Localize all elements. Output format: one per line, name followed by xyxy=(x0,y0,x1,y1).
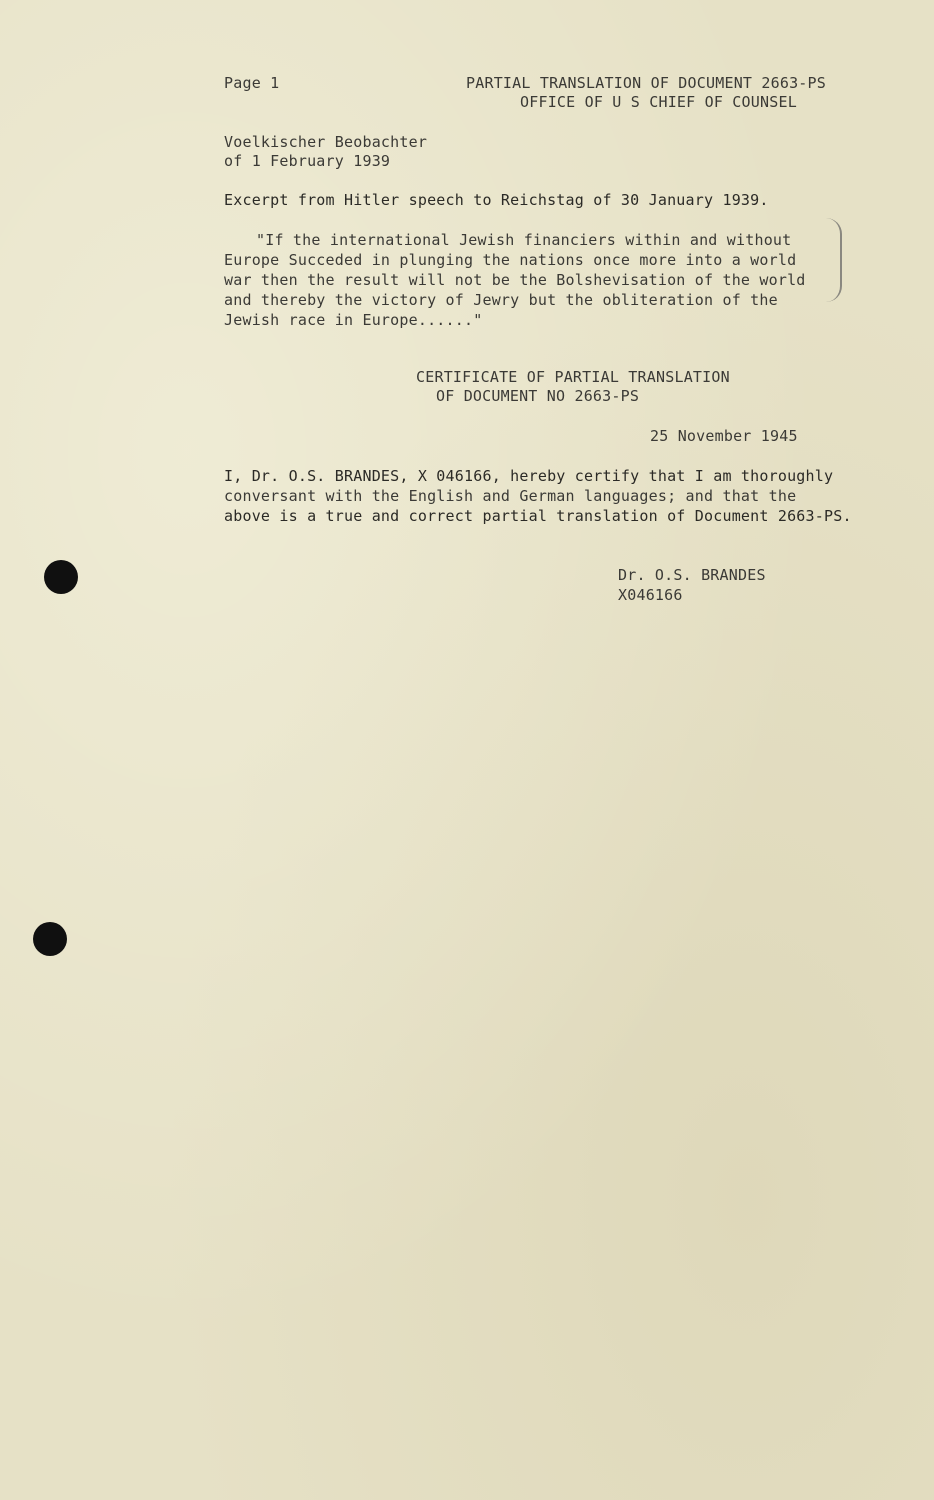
page-label: Page 1 xyxy=(224,74,280,92)
quote-line-4: and thereby the victory of Jewry but the obliteration of the xyxy=(224,291,778,309)
margin-bracket-mark xyxy=(826,218,842,302)
office-title: OFFICE OF U S CHIEF OF COUNSEL xyxy=(520,93,797,111)
quote-line-1: "If the international Jewish financiers within and without xyxy=(256,231,792,249)
quote-line-2: Europe Succeded in plunging the nations once more into a world xyxy=(224,251,797,269)
quote-line-3: war then the result will not be the Bolshevisation of the world xyxy=(224,271,806,289)
certificate-body-line-3: above is a true and correct partial translation of Document 2663-PS. xyxy=(224,507,852,525)
source-publication: Voelkischer Beobachter xyxy=(224,133,428,151)
signature-name: Dr. O.S. BRANDES xyxy=(618,566,766,584)
quote-line-5: Jewish race in Europe......" xyxy=(224,311,483,329)
excerpt-heading: Excerpt from Hitler speech to Reichstag of 30 January 1939. xyxy=(224,191,769,209)
signature-id: X046166 xyxy=(618,586,683,604)
source-date: of 1 February 1939 xyxy=(224,152,391,170)
certificate-title: CERTIFICATE OF PARTIAL TRANSLATION xyxy=(416,368,730,386)
punch-hole-bottom xyxy=(33,922,67,956)
punch-hole-top xyxy=(44,560,78,594)
certificate-document-number: OF DOCUMENT NO 2663-PS xyxy=(436,387,640,405)
certificate-body-line-1: I, Dr. O.S. BRANDES, X 046166, hereby certify that I am thoroughly xyxy=(224,467,834,485)
document-title: PARTIAL TRANSLATION OF DOCUMENT 2663-PS xyxy=(466,74,826,92)
certificate-body-line-2: conversant with the English and German languages; and that the xyxy=(224,487,797,505)
certificate-date: 25 November 1945 xyxy=(650,427,798,445)
